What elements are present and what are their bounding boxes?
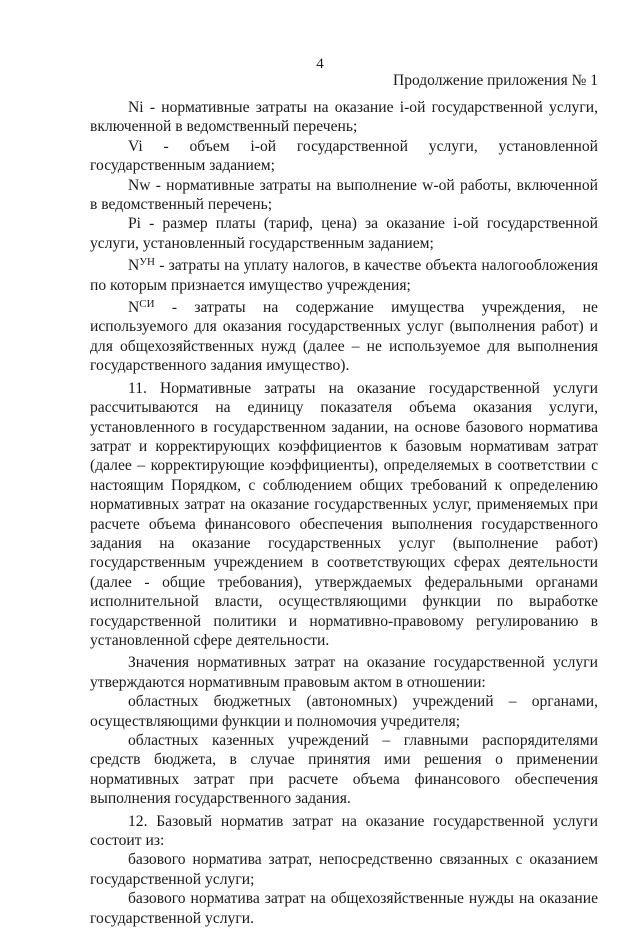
vi-word: установленной	[498, 137, 598, 155]
list-item-direct-costs: базового норматива затрат, непосредственно связанных с оказанием государственной услуги;	[90, 851, 598, 888]
definition-vi-first-line	[90, 137, 598, 156]
symbol-nun: $N^{УН}$	[128, 256, 155, 275]
definition-nsi-tail: используемого для оказания государственных услуг (выполнения работ) и для общехозяйственных нужд (далее – не используемое для выполнения государственного задания имущество).	[90, 318, 598, 375]
definition-vi-tail: государственным заданием;	[90, 157, 275, 175]
definition-ni	[90, 98, 598, 137]
definition-pi-text: - размер платы (тариф, цена) за оказание i-ой государственной услуги, установленный государственным заданием;	[90, 215, 598, 252]
list-item-kazennye: областных казенных учреждений – главными распорядителями средств бюджета, в случае принятия ими решения о применении нормативных затрат при расчете объема финансового обеспечения выполнения государственного задания.	[90, 732, 598, 808]
nsi-word: учреждения,	[481, 299, 566, 317]
definition-nun	[90, 256, 598, 295]
nsi-word: не	[582, 299, 598, 317]
vi-word: объем	[189, 137, 230, 155]
vi-word: услуги,	[428, 137, 478, 155]
definition-nw-text: - нормативные затраты на выполнение w-ой работы, включенной в ведомственный перечень;	[90, 176, 598, 214]
symbol-nsi: $N^{СИ}$	[128, 298, 155, 317]
symbol-pi: Pi	[128, 215, 142, 233]
page-number: 4	[316, 56, 324, 72]
definition-nw	[90, 176, 598, 215]
paragraph-11: 11. Нормативные затраты на оказание государственной услуги рассчитываются на единицу показателя объема оказания услуги, установленного в государственном задании, на основе базового норматива затрат и корректирующих коэффициентов к базовым нормативам затрат (далее – корректирующие коэффициенты), определяемых в соответствии с настоящим Порядком, с соблюдением общих требований к определению нормативных затрат на оказание государственных услуг, применяемых при расчете объема финансового обеспечения выполнения государственного задания на оказание государственных услуг (выполнение работ) государственным учреждением в соответствующих сферах деятельности (далее - общие требования), утверждаемых федеральными органами исполнительной власти, осуществляющими функции по выработке государственной политики и нормативно-правовому регулированию в установленной сфере деятельности.	[90, 379, 598, 649]
vi-word: -	[163, 137, 169, 155]
nsi-word: на	[262, 299, 279, 317]
symbol-nw: Nw	[128, 176, 151, 194]
symbol-ni: Ni	[128, 99, 144, 116]
nsi-word: затраты	[194, 299, 246, 317]
list-item-general-costs: базового норматива затрат на общехозяйственные нужды на оказание государственной услуги.	[90, 890, 598, 927]
values-intro: Значения нормативных затрат на оказание государственной услуги утверждаются нормативным правовым актом в отношении:	[90, 654, 598, 691]
paragraph-12: 12. Базовый норматив затрат на оказание государственной услуги состоит из:	[90, 812, 598, 850]
definition-ni-text: - нормативные затраты на оказание i-ой государственной услуги, включенной в ведомственный перечень;	[90, 99, 598, 136]
list-item-regional: областных бюджетных (автономных) учреждений – органами, осуществляющими функции и полномочия учредителя;	[90, 693, 598, 730]
definition-nsi-first-line	[90, 298, 598, 317]
definition-nun-text: - затраты на уплату налогов, в качестве объекта налогообложения по которым признается имущество учреждения;	[90, 257, 598, 294]
symbol-vi: Vi	[128, 137, 143, 155]
nsi-word: -	[171, 299, 178, 317]
nsi-word: содержание	[295, 299, 374, 317]
vi-word: i-ой	[250, 137, 277, 155]
vi-word: государственной	[296, 137, 409, 155]
nsi-word: имущества	[391, 299, 465, 317]
document-body	[90, 98, 598, 928]
appendix-continuation-note: Продолжение приложения № 1	[393, 72, 598, 89]
definition-pi	[90, 214, 598, 253]
